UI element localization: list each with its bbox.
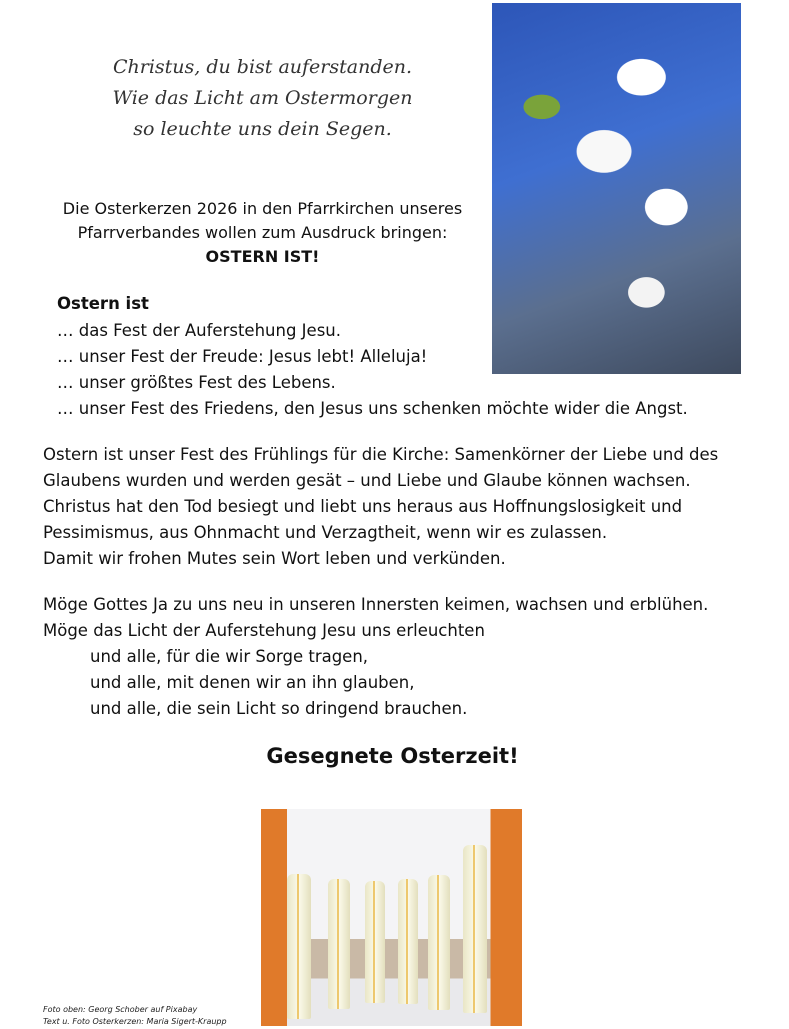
verse-line: Wie das Licht am Ostermorgen [112,87,413,109]
paragraph-line: Ostern ist unser Fest des Frühlings für die Kirche: Samenkörner der Liebe und des [43,445,719,464]
paragraph-line: Pessimismus, aus Ohnmacht und Verzagtheit, wenn wir es zulassen. [43,523,608,542]
verse-line: Christus, du bist auferstanden. [112,56,413,78]
paragraph-line: Damit wir frohen Mutes sein Wort leben und verkünden. [43,549,506,568]
intro-line: Pfarrverbandes wollen zum Ausdruck bringen: [77,223,448,242]
paragraph-line: Christus hat den Tod besiegt und liebt uns heraus aus Hoffnungslosigkeit und [43,497,683,516]
paragraph-2 [43,592,708,722]
list-item: … das Fest der Auferstehung Jesu. [57,321,341,340]
paragraph-1 [43,442,718,572]
closing-heading: Gesegnete Osterzeit! [266,744,519,768]
intro-line: Die Osterkerzen 2026 in den Pfarrkirchen unseres [62,199,463,218]
paragraph-line: Möge das Licht der Auferstehung Jesu uns erleuchten [43,621,485,640]
paragraph-line: Möge Gottes Ja zu uns neu in unseren Innersten keimen, wachsen und erblühen. [43,595,709,614]
list-item: … unser größtes Fest des Lebens. [57,373,336,392]
intro [30,197,495,269]
list-item: … unser Fest der Freude: Jesus lebt! Alleluja! [57,347,428,366]
verse [40,52,485,145]
paragraph-line: Glaubens wurden und werden gesät – und Liebe und Glaube können wachsen. [43,471,691,490]
verse-line: so leuchte uns dein Segen. [133,118,392,140]
list-heading: Ostern ist [57,294,149,313]
intro-emphasis: OSTERN IST! [205,247,320,266]
list [57,318,688,422]
paragraph-line: und alle, mit denen wir an ihn glauben, [90,673,415,692]
paragraph-line: und alle, für die wir Sorge tragen, [90,647,369,666]
photo-caption: Foto oben: Georg Schober auf Pixabay [43,1005,198,1014]
list-item: … unser Fest des Friedens, den Jesus uns schenken möchte wider die Angst. [57,399,688,418]
easter-candles-photo [261,809,522,1026]
paragraph-line: und alle, die sein Licht so dringend brauchen. [90,699,468,718]
text-caption: Text u. Foto Osterkerzen: Maria Sigert-Kraupp [43,1017,227,1026]
